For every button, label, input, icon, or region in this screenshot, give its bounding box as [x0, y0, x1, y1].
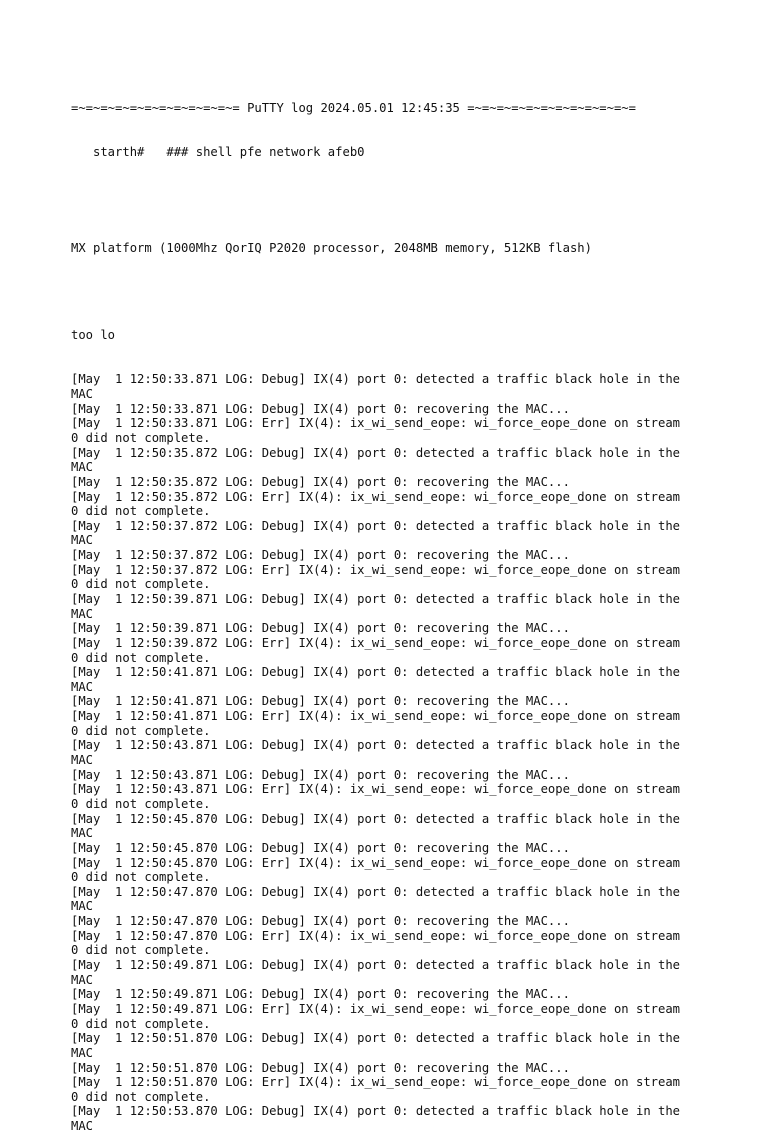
log-line: 0 did not complete. — [71, 870, 211, 885]
log-line: [May 1 12:50:39.871 LOG: Debug] IX(4) port 0: recovering the MAC... — [71, 621, 570, 636]
log-line: [May 1 12:50:43.871 LOG: Err] IX(4): ix_wi_send_eope: wi_force_eope_done on stream — [71, 782, 681, 797]
log-line: [May 1 12:50:33.871 LOG: Err] IX(4): ix_wi_send_eope: wi_force_eope_done on stream — [71, 416, 681, 431]
terminal-log-document — [71, 72, 751, 1148]
log-line: [May 1 12:50:35.872 LOG: Debug] IX(4) port 0: detected a traffic black hole in the — [71, 445, 681, 460]
log-line: [May 1 12:50:45.870 LOG: Err] IX(4): ix_wi_send_eope: wi_force_eope_done on stream — [71, 855, 681, 870]
blank-line — [71, 284, 751, 299]
log-line: MAC — [71, 972, 94, 987]
log-line: [May 1 12:50:39.872 LOG: Err] IX(4): ix_wi_send_eope: wi_force_eope_done on stream — [71, 635, 681, 650]
log-line: [May 1 12:50:45.870 LOG: Debug] IX(4) port 0: detected a traffic black hole in the — [71, 811, 681, 826]
log-line: [May 1 12:50:47.870 LOG: Debug] IX(4) port 0: recovering the MAC... — [71, 914, 570, 929]
log-line: 0 did not complete. — [71, 723, 211, 738]
log-line: [May 1 12:50:33.871 LOG: Debug] IX(4) port 0: recovering the MAC... — [71, 401, 570, 416]
log-line: [May 1 12:50:45.870 LOG: Debug] IX(4) port 0: recovering the MAC... — [71, 840, 570, 855]
log-line: [May 1 12:50:51.870 LOG: Debug] IX(4) port 0: recovering the MAC... — [71, 1060, 570, 1075]
log-line: 0 did not complete. — [71, 650, 211, 665]
log-line: [May 1 12:50:35.872 LOG: Debug] IX(4) port 0: recovering the MAC... — [71, 474, 570, 489]
platform-info: MX platform (1000Mhz QorIQ P2020 processor, 2048MB memory, 512KB flash) — [71, 240, 592, 255]
prompt-echo: too lo — [71, 328, 116, 343]
log-line: 0 did not complete. — [71, 796, 211, 811]
log-line: [May 1 12:50:41.871 LOG: Debug] IX(4) port 0: recovering the MAC... — [71, 694, 570, 709]
log-line: [May 1 12:50:43.871 LOG: Debug] IX(4) port 0: recovering the MAC... — [71, 767, 570, 782]
log-line: [May 1 12:50:33.871 LOG: Debug] IX(4) port 0: detected a traffic black hole in the — [71, 372, 681, 387]
log-line: MAC — [71, 606, 94, 621]
log-line: [May 1 12:50:37.872 LOG: Debug] IX(4) port 0: recovering the MAC... — [71, 548, 570, 563]
log-line: 0 did not complete. — [71, 577, 211, 592]
log-line: MAC — [71, 1045, 94, 1060]
log-line: [May 1 12:50:47.870 LOG: Debug] IX(4) port 0: detected a traffic black hole in the — [71, 884, 681, 899]
log-line: MAC — [71, 899, 94, 914]
log-line: MAC — [71, 753, 94, 768]
log-line: 0 did not complete. — [71, 1089, 211, 1104]
log-line: [May 1 12:50:35.872 LOG: Err] IX(4): ix_wi_send_eope: wi_force_eope_done on stream — [71, 489, 681, 504]
log-line: [May 1 12:50:41.871 LOG: Err] IX(4): ix_wi_send_eope: wi_force_eope_done on stream — [71, 709, 681, 724]
log-line: [May 1 12:50:37.872 LOG: Err] IX(4): ix_wi_send_eope: wi_force_eope_done on stream — [71, 562, 681, 577]
log-line: [May 1 12:50:51.870 LOG: Err] IX(4): ix_wi_send_eope: wi_force_eope_done on stream — [71, 1075, 681, 1090]
log-line: 0 did not complete. — [71, 1016, 211, 1031]
log-line: MAC — [71, 387, 94, 402]
log-line: [May 1 12:50:51.870 LOG: Debug] IX(4) port 0: detected a traffic black hole in the — [71, 1031, 681, 1046]
log-line: MAC — [71, 1119, 94, 1134]
log-line: MAC — [71, 533, 94, 548]
shell-command: starth# ### shell pfe network afeb0 — [71, 145, 365, 160]
log-line: [May 1 12:50:49.871 LOG: Debug] IX(4) port 0: recovering the MAC... — [71, 987, 570, 1002]
log-line: [May 1 12:50:49.871 LOG: Err] IX(4): ix_wi_send_eope: wi_force_eope_done on stream — [71, 1001, 681, 1016]
log-line: [May 1 12:50:53.870 LOG: Debug] IX(4) port 0: detected a traffic black hole in the — [71, 1104, 681, 1119]
log-line: MAC — [71, 679, 94, 694]
log-line: MAC — [71, 826, 94, 841]
log-line: [May 1 12:50:43.871 LOG: Debug] IX(4) port 0: detected a traffic black hole in the — [71, 738, 681, 753]
blank-line — [71, 189, 751, 211]
log-line: [May 1 12:50:49.871 LOG: Debug] IX(4) port 0: detected a traffic black hole in the — [71, 958, 681, 973]
log-line: [May 1 12:50:47.870 LOG: Err] IX(4): ix_wi_send_eope: wi_force_eope_done on stream — [71, 928, 681, 943]
log-line: MAC — [71, 460, 94, 475]
log-line: 0 did not complete. — [71, 943, 211, 958]
log-line: [May 1 12:50:39.871 LOG: Debug] IX(4) port 0: detected a traffic black hole in the — [71, 592, 681, 606]
log-line: 0 did not complete. — [71, 504, 211, 519]
log-line: [May 1 12:50:41.871 LOG: Debug] IX(4) port 0: detected a traffic black hole in the — [71, 665, 681, 680]
log-line: 0 did not complete. — [71, 430, 211, 445]
log-header: =~=~=~=~=~=~=~=~=~=~=~= PuTTY log 2024.05.01 12:45:35 =~=~=~=~=~=~=~=~=~=~=~= — [71, 101, 636, 116]
log-lines — [71, 372, 751, 1133]
log-line: [May 1 12:50:37.872 LOG: Debug] IX(4) port 0: detected a traffic black hole in the — [71, 518, 681, 533]
